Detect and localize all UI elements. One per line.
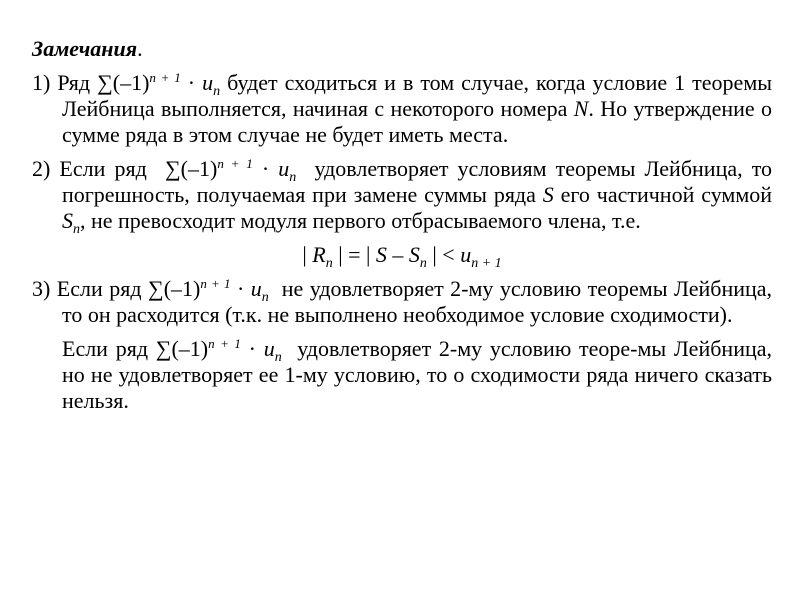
item-2-var-sn: S	[62, 208, 73, 233]
formula-bar: |	[302, 242, 307, 267]
series-term-index: n	[261, 290, 269, 305]
formula-lt: | <	[432, 242, 455, 267]
series-term-index: n	[289, 170, 297, 185]
series-power: n + 1	[208, 336, 241, 351]
item-1-lead: Ряд	[57, 70, 91, 95]
item-1-text-end: . Но утверждение о сумме ряда в этом случае не будет иметь места.	[62, 96, 773, 147]
remark-item-3-continuation	[32, 336, 772, 414]
item-4-text: удовлетворяет 2-му условию теоре-мы Лейбница, но не удовлетворяет ее 1-му условию, то о сходимости ряда ничего сказать нельзя.	[62, 336, 773, 413]
series-expression	[164, 156, 297, 185]
slide-content	[32, 36, 772, 422]
series-term-index: n	[213, 84, 221, 99]
item-4-lead: Если ряд	[62, 336, 149, 361]
series-term: u	[250, 276, 262, 301]
sum-symbol: ∑	[148, 276, 164, 301]
item-2-text: удовлетворяет условиям теоремы Лейбница, то погрешность, получаемая при замене суммы ряда	[62, 156, 773, 207]
remarks-title: Замечания	[32, 36, 138, 61]
item-1-var-n: N	[573, 96, 589, 121]
item-2-text-mid: его частичной суммой	[560, 182, 773, 207]
remainder-formula	[32, 242, 772, 271]
series-power: n + 1	[217, 156, 253, 171]
remark-item-1	[32, 70, 772, 148]
item-3-number: 3)	[32, 276, 51, 301]
item-2-text-end: , не превосходит модуля первого отбрасываемого члена, т.е.	[80, 208, 641, 233]
formula-r: R	[312, 242, 326, 267]
series-dot: ·	[261, 156, 270, 181]
sum-symbol: ∑	[155, 336, 172, 361]
series-expression	[148, 276, 269, 305]
series-base: (–1)	[180, 156, 218, 181]
series-term: u	[202, 70, 214, 95]
series-expression	[155, 336, 282, 365]
sum-symbol: ∑	[164, 156, 181, 181]
series-base: (–1)	[112, 70, 150, 95]
remark-item-3	[32, 276, 772, 328]
item-2-lead: Если ряд	[59, 156, 147, 181]
formula-eq: | = |	[338, 242, 371, 267]
item-3-lead: Если ряд	[56, 276, 142, 301]
series-base: (–1)	[171, 336, 209, 361]
series-expression	[97, 70, 221, 99]
remarks-heading	[32, 36, 772, 62]
remarks-title-dot: .	[137, 36, 143, 61]
series-term: u	[263, 336, 275, 361]
formula-r-index: n	[325, 256, 333, 271]
item-2-var-sn-index: n	[73, 222, 80, 237]
series-term: u	[278, 156, 290, 181]
series-dot: ·	[237, 276, 245, 301]
item-1-number: 1)	[32, 70, 51, 95]
item-2-number: 2)	[32, 156, 51, 181]
series-power: n + 1	[149, 70, 181, 85]
item-1-text: будет сходиться и в том случае, когда условие 1 теоремы Лейбница выполняется, начиная с некоторого номера	[62, 70, 773, 121]
series-dot: ·	[248, 336, 256, 361]
series-power: n + 1	[200, 276, 231, 291]
series-term-index: n	[274, 350, 282, 365]
formula-sn-index: n	[419, 256, 427, 271]
item-3-text: не удовлетворяет 2-му условию теоремы Лейбница, то он расходится (т.к. не выполнено необходимое условие сходимости).	[62, 276, 773, 327]
formula-sn: S	[408, 242, 420, 267]
item-2-var-s: S	[542, 182, 554, 207]
formula-u: u	[460, 242, 472, 267]
formula-s: S	[375, 242, 387, 267]
formula-u-index: n + 1	[471, 256, 502, 271]
remark-item-2	[32, 156, 773, 237]
sum-symbol: ∑	[97, 70, 113, 95]
formula-minus: –	[392, 242, 404, 267]
series-dot: ·	[187, 70, 196, 95]
series-base: (–1)	[163, 276, 201, 301]
